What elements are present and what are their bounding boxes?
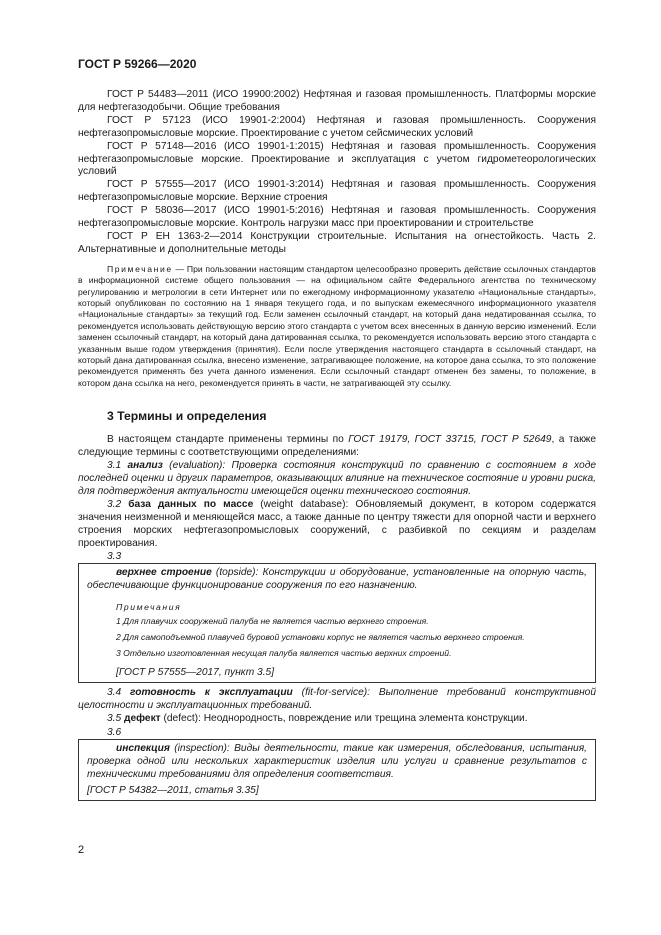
note-item: 2 Для самоподъемной плавучей буровой установки корпус не является частью верхнего строения. (116, 632, 525, 643)
references-note (78, 264, 596, 389)
intro-text: В настоящем стандарте применены термины по (107, 434, 349, 446)
term-3-5 (78, 713, 596, 726)
term-3-1 (78, 460, 596, 499)
term-3-3 (87, 567, 587, 593)
term-number: 3.5 (107, 713, 124, 725)
page-content (78, 89, 596, 803)
section-heading: 3 Термины и определения (107, 409, 267, 424)
source-ref: [ГОСТ Р 54382—2011, статья 3.35] (87, 784, 259, 796)
term-number: 3.4 (107, 687, 131, 699)
term-definition: (evaluation): Проверка состояния конструкций по сравнению с состоянием в ходе последней оценки и других параметров, оказывающих влияние на техническое состояние и уровни риска, для подтверждения актуальности имеющейся оценки технического состояния. (78, 460, 596, 497)
term-definition: (topside): Конструкции и оборудование, установленные на опорную часть, обеспечивающие функционирование сооружения по его назначению. (87, 567, 587, 592)
term-number-3-3: 3.3 (107, 551, 122, 563)
intro-text-end: , а также следующие термины с соответствующими определениями: (78, 434, 597, 459)
note-item: 1 Для плавучих сооружений палуба не является частью верхнего строения. (116, 616, 429, 627)
term-definition: (inspection): Виды деятельности, такие как измерения, обследования, испытания, проверка одной или нескольких характеристик изделия или услуги и сравнение результатов с техническими требованиями для определения соответствия. (87, 742, 587, 780)
term-3-4 (78, 687, 596, 713)
note-item: 3 Отдельно изготовленная несущая палуба является частью верхних строений. (116, 648, 452, 659)
ref-item: ГОСТ Р 57555—2017 (ИСО 19901-3:2014) Нефтяная и газовая промышленность. Сооружения нефтегазопромысловые морские. Верхние строения (78, 179, 596, 204)
ref-item: ГОСТ Р ЕН 1363-2—2014 Конструкции строительные. Испытания на огнестойкость. Часть 2. Альтернативные и дополнительные методы (78, 230, 596, 255)
document-header: ГОСТ Р 59266—2020 (78, 57, 197, 71)
term-name: база данных по массе (128, 498, 254, 510)
term-name: дефект (124, 713, 161, 725)
page-number: 2 (78, 844, 85, 856)
ref-item: ГОСТ Р 58036—2017 (ИСО 19901-5:2016) Нефтяная и газовая промышленность. Сооружения нефтегазопромысловые морские. Контроль нагрузки масс при проектировании и строительстве (78, 205, 596, 230)
ref-item: ГОСТ Р 57123 (ИСО 19901-2:2004) Нефтяная и газовая промышленность. Сооружения нефтегазопромысловые морские. Проектирование с учетом сейсмических условий (78, 114, 596, 139)
note-text: — При пользовании настоящим стандартом целесообразно проверить действие ссылочных стандартов в информационной системе общего пользования — на официальном сайте Федерального агентства по техническому регулированию и метрологии в сети Интернет или по ежегодному информационному указателю «Национальные стандарты», который опубликован по состоянию на 1 января текущего года, и по выпускам ежемесячного информационного указателя «Национальные стандарты» за текущий год. Если заменен ссылочный стандарт, на который дана недатированная ссылка, то рекомендуется использовать действующую версию этого стандарта с учетом всех внесенных в данную версию изменений. Если заменен ссылочный стандарт, на который дана датированная ссылка, то рекомендуется использовать версию этого стандарта с указанным выше годом утверждения (принятия). Если после утверждения настоящего стандарта в ссылочный стандарт, на который дана датированная ссылка, внесено изменение, затрагивающее положение, на которое дана ссылка, то это положение рекомендуется применять без учета данного изменения. Если ссылочный стандарт отменен без замены, то положение, в котором дана ссылка на него, рекомендуется принять в части, не затрагивающей эту ссылку. (78, 263, 596, 388)
term-number-3-6: 3.6 (107, 726, 122, 738)
term-number: 3.2 (107, 498, 129, 510)
ref-item: ГОСТ Р 57148—2016 (ИСО 19901-1:2015) Нефтяная и газовая промышленность. Сооружения нефтегазопромысловые морские. Проектирование и эксплуатация с учетом гидрометеорологических условий (78, 140, 596, 178)
intro-refs: ГОСТ 19179, ГОСТ 33715, ГОСТ Р 52649 (348, 434, 552, 446)
term-name: верхнее строение (116, 567, 212, 579)
term-definition: (defect): Неоднородность, повреждение или трещина элемента конструкции. (160, 713, 528, 725)
term-name: инспекция (116, 742, 170, 754)
source-ref: [ГОСТ Р 57555—2017, пункт 3.5] (116, 667, 275, 679)
term-3-3-box (78, 563, 596, 683)
term-3-2 (78, 499, 596, 551)
term-definition: (fit-for-service): Выполнение требований конструктивной целостности и эксплуатационных требований. (78, 687, 597, 712)
term-name: готовность к эксплуатации (130, 687, 293, 699)
notes-title: Примечания (116, 602, 182, 613)
note-label: Примечание (107, 263, 173, 274)
ref-item: ГОСТ Р 54483—2011 (ИСО 19900:2002) Нефтяная и газовая промышленность. Платформы морские для нефтегазодобычи. Общие требования (78, 89, 596, 113)
term-3-6-box (78, 739, 596, 801)
term-definition: (weight database): Обновляемый документ, в котором содержатся значения неизменной и меняющейся масс, а также данные по центру тяжести для опорной части и верхнего строения морских нефтегазопромысловых сооружений, с разбивкой по секциям и разделам проектирования. (78, 498, 596, 549)
section-intro (78, 434, 596, 460)
term-number: 3.1 (107, 460, 128, 472)
term-3-6 (87, 743, 587, 782)
term-name: анализ (127, 460, 163, 472)
